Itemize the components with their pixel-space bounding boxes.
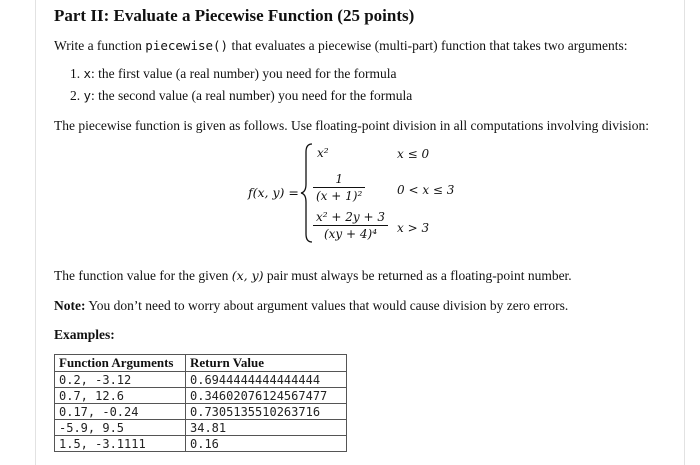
- table-row: [55, 420, 347, 436]
- table-row: [55, 388, 347, 404]
- formula-lhs: f(x, y) =: [248, 185, 299, 200]
- case-1-condition: x ≤ 0: [397, 147, 430, 161]
- table-row: [55, 404, 347, 420]
- table-row: [55, 436, 347, 452]
- examples-table: [54, 354, 347, 452]
- note-text: You don’t need to worry about argument values that would cause division by zero errors.: [85, 298, 569, 313]
- note-paragraph: [54, 298, 568, 314]
- table-cell-arguments: 0.7, 12.6: [55, 388, 186, 404]
- return-note-after: pair must always be returned as a floating-point number.: [263, 268, 572, 283]
- intro-text-before: Write a function: [54, 38, 146, 53]
- table-header-return: Return Value: [186, 355, 347, 372]
- table-header-row: [55, 355, 347, 372]
- note-label: Note:: [54, 298, 86, 313]
- case-1-expression: x²: [317, 146, 329, 160]
- argument-description: : the first value (a real number) you need for the formula: [91, 66, 397, 81]
- table-cell-return: 0.6944444444444444: [186, 372, 347, 388]
- table-cell-return: 0.7305135510263716: [186, 404, 347, 420]
- return-note: [54, 268, 572, 284]
- intro-text-after: that evaluates a piecewise (multi-part) function that takes two arguments:: [228, 38, 628, 53]
- case-2-condition: 0 < x ≤ 3: [397, 183, 455, 197]
- examples-heading: Examples:: [54, 327, 115, 342]
- table-cell-arguments: -5.9, 9.5: [55, 420, 186, 436]
- table-cell-arguments: 0.2, -3.12: [55, 372, 186, 388]
- piecewise-intro: The piecewise function is given as follows. Use floating-point division in all computations involving division:: [54, 118, 650, 133]
- case-3-condition: x > 3: [397, 221, 430, 235]
- intro-paragraph: [54, 38, 627, 54]
- argument-number: 1.: [70, 66, 81, 81]
- case-3-fraction: [313, 210, 388, 241]
- table-cell-return: 34.81: [186, 420, 347, 436]
- case-2-denominator: (x + 1)²: [316, 189, 363, 203]
- table-cell-return: 0.16: [186, 436, 347, 452]
- case-3-numerator: x² + 2y + 3: [313, 210, 388, 226]
- argument-name: y: [83, 88, 92, 103]
- argument-name: x: [83, 66, 92, 81]
- table-row: [55, 372, 347, 388]
- table-cell-arguments: 1.5, -3.1111: [55, 436, 186, 452]
- section-title: Part II: Evaluate a Piecewise Function (25 points): [54, 6, 415, 25]
- xy-pair: (x, y): [231, 268, 264, 283]
- table-cell-arguments: 0.17, -0.24: [55, 404, 186, 420]
- case-2-fraction: [313, 172, 365, 203]
- function-name: piecewise(): [145, 38, 229, 53]
- table-cell-return: 0.34602076124567477: [186, 388, 347, 404]
- return-note-before: The function value for the given: [54, 268, 232, 283]
- argument-item-x: [70, 66, 397, 82]
- page-frame-right-border: [684, 0, 685, 465]
- case-3-denominator: (xy + 4)⁴: [323, 227, 378, 241]
- table-header-arguments: Function Arguments: [55, 355, 186, 372]
- argument-item-y: [70, 88, 412, 104]
- argument-description: : the second value (a real number) you need for the formula: [91, 88, 413, 103]
- argument-number: 2.: [70, 88, 81, 103]
- case-2-numerator: 1: [313, 172, 365, 188]
